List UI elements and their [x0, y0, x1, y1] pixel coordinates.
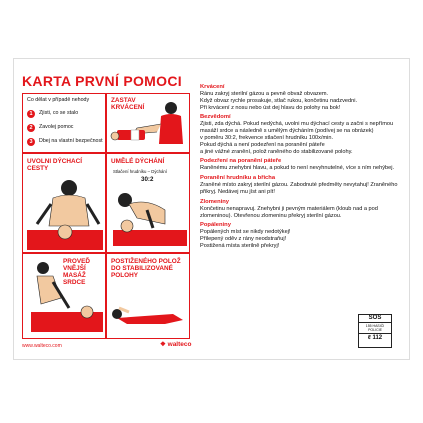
panel-rescue-breathing-label: UMĚLÉ DÝCHÁNÍ [111, 158, 165, 165]
step-text: Zjisti, co se stalo [39, 110, 79, 116]
brand-logo [160, 340, 191, 348]
section-burns [200, 222, 406, 249]
panel-what-to-do [22, 93, 106, 153]
airway-figure-icon [23, 174, 106, 253]
brand-logo-icon: ❖ [160, 341, 166, 348]
panel-clear-airway-label: UVOLNI DÝCHACÍ CESTY [27, 158, 83, 172]
panel-stop-bleeding [106, 93, 190, 153]
sos-label: SOS [359, 315, 391, 323]
panel-what-to-do-heading: Co dělat v případě nehody [27, 97, 90, 103]
section-unconsciousness [200, 114, 406, 155]
step-text: Dbej na vlastní bezpečnost [39, 138, 103, 144]
step-item [27, 110, 105, 118]
breathing-figure-icon [107, 184, 190, 253]
section-title: Poranění hrudníku a břicha [200, 175, 276, 182]
step-text: Zavolej pomoc [39, 124, 74, 130]
section-title: Zlomeniny [200, 198, 229, 205]
section-text: Zraněné místo zakryj sterilní gázou. Zabodnuté předměty nevytahuj! Zraněného přikryj. Nedávej mu jíst ani pít! [200, 182, 398, 195]
section-fractures [200, 199, 406, 220]
step-number: 3 [27, 138, 35, 146]
panel-clear-airway [22, 153, 106, 253]
section-text: Zjisti, zda dýchá. Pokud nedýchá, uvolni mu dýchací cesty a začni s nepřímou masáží srdce a následně s umělým dýcháním (podívej se na obrázek) v poměru 30:2, frekvence stlačení hrudníku 100x/min. Pokud dýchá a není podezření na poranění páteře a jiné vážné zranění, polož raněného do stabilizované polohy. [200, 121, 394, 155]
footer-url: www.walteco.com [22, 343, 62, 349]
panel-cpr [22, 253, 106, 339]
sos-emergency-box [358, 314, 392, 348]
sos-services: 155 HASIČI POLICIE [365, 324, 385, 332]
pictogram-grid [22, 93, 190, 339]
section-text: Popálených míst se nikdy nedotýkej! Přilepený oděv z rány neodstraňuj! Postižená místa sterilně překryj! [200, 229, 291, 249]
section-title: Bezvědomí [200, 114, 231, 121]
section-bleeding [200, 84, 406, 111]
section-title: Krvácení [200, 84, 225, 90]
step-number: 1 [27, 110, 35, 118]
panel-recovery-position [106, 253, 190, 339]
card-title: KARTA PRVNÍ POMOCI [22, 73, 182, 89]
sos-number: ℓ 112 [359, 333, 391, 342]
step-item [27, 124, 105, 132]
cpr-figure-icon [23, 254, 106, 339]
compression-ratio: 30:2 [141, 176, 154, 183]
panel-cpr-label: PROVEĎ VNĚJŠÍ MASÁŽ SRDCE [63, 258, 90, 286]
section-text: Končetinu nenapravuj. Znehybni ji pevným materiálem (kloub nad a pod zlomeninou). Otevřenou zlomeninu překryj sterilní gázou. [200, 205, 378, 219]
section-title: Podezření na poranění páteře [200, 158, 282, 165]
section-text: Ránu zakryj sterilní gázou a pevně obvaž obvazem. Když obvaz rychle prosakuje, stlač rukou, končetinu nadzvedni. Při krvácení z nosu nebo úst dej hlavu do polohy na bok! [200, 91, 358, 111]
section-spine-injury [200, 158, 406, 172]
section-chest-abdomen [200, 175, 406, 196]
instructions-column [200, 84, 406, 253]
recovery-figure-icon [107, 294, 190, 339]
step-number: 2 [27, 124, 35, 132]
panel-rescue-breathing-sub: Stlačení hrudníku – Dýchání [113, 169, 167, 174]
panel-rescue-breathing [106, 153, 190, 253]
section-title: Popáleniny [200, 222, 231, 229]
brand-name: walteco [167, 341, 192, 348]
section-text: Raněnému znehybni hlavu, a pokud to není nevyhnutelné, více s ním nehýbej. [200, 165, 395, 172]
bandage-figure-icon [107, 94, 190, 153]
panel-recovery-position-label: POSTIŽENÉHO POLOŽ DO STABILIZOVANÉ POLOHY [111, 258, 181, 279]
sos-number-value: 112 [372, 335, 383, 341]
panel-stop-bleeding-label: ZASTAV KRVÁCENÍ [111, 97, 145, 111]
step-item [27, 138, 105, 146]
